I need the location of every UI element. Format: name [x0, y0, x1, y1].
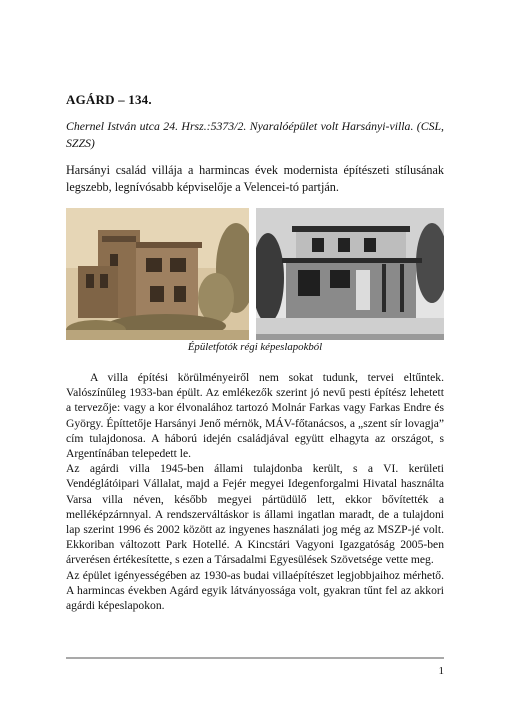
body-text: [66, 370, 444, 613]
intro-paragraph: Harsányi család villája a harmincas évek modernista építészeti stílusának legszebb, legnívósabb képviselője a Velencei-tó partján.: [66, 163, 444, 194]
body-paragraph: Az agárdi villa 1945-ben állami tulajdonba került, s a VI. kerületi Vendéglátóipari Vállalat, majd a Fejér megyei Idegenforgalmi Hivatal használta Varsa villa néven, később megyei pártüdülő lett, ekkor bővítették a melléképzárnnyal. A rendszerváltáskor is állami ingatlan maradt, de a tulajdoni lap szerint 1996 és 2002 között az ingyenes használati jog még az MSZP-jé volt. Ekkoriban változott Park Hotellé. A Kincstári Vagyoni Igazgatóság 2005-ben árverésen értékesítette, s ezen a Társadalmi Egyesülések Szövetsége vette meg.: [66, 462, 444, 567]
body-paragraph: Az épület igényességében az 1930-as budai villaépítészet legjobbjaihoz mérhető. A harmincas években Agárd egyik látványossága volt, gyakran tűnt fel az akkori agárdi képeslapokon.: [66, 568, 444, 613]
villa-photo-sepia: [66, 208, 249, 340]
footer-divider: [66, 657, 444, 659]
address-subtitle: Chernel István utca 24. Hrsz.:5373/2. Nyaralóépület volt Harsányi-villa. (CSL, SZZS): [66, 119, 444, 150]
body-paragraph: A villa építési körülményeiről nem sokat tudunk, tervei eltűntek. Valószínűleg 1933-ban épült. Az emlékezők szerint jó nevű pesti építész lehetett a tervezője: vagy a kor élvonalához tartozó Molnár Farkas vagy Farkas Endre és György. Építtetője Harsányi Jenő mérnök, MÁV-főtanácsos, a „szent sír lovagja” cím tulajdonosa. A háború idején családjával együtt elhagyta az országot, s Argentínában telepedett le.: [66, 371, 444, 461]
page-number: 1: [438, 665, 444, 677]
villa-photo-bw: [256, 208, 444, 340]
page-title: AGÁRD – 134.: [66, 92, 152, 107]
photo-caption: Épületfotók régi képeslapokból: [187, 341, 323, 353]
